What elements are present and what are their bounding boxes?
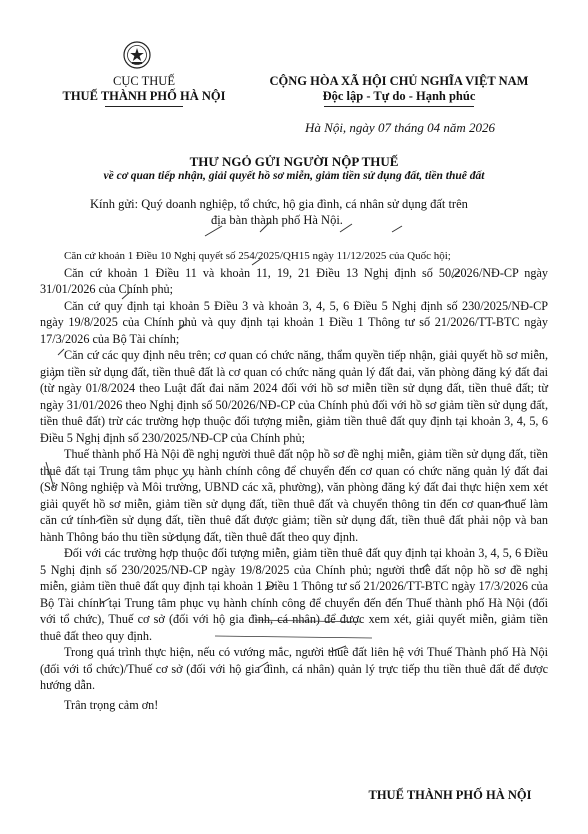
paragraph-authority: Căn cứ các quy định nêu trên; cơ quan có chức năng, thẩm quyền tiếp nhận, giải quyết hồ sơ miễn, giảm tiền sử dụng đất, tiền thuê đất là cơ quan có chức năng quản lý đất đai, văn phòng đăng ký đất đai (từ ngày 01/8/2024 theo Luật đất đai năm 2024 đối với hồ sơ miễn tiền sử dụng đất, tiền thuê đất; từ ngày 31/01/2026 theo Nghị định số 50/2026/NĐ-CP của Chính phủ đối với hồ sơ giảm tiền sử dụng đất, tiền thuê đất) trừ các trường hợp thuộc đối tượng miễn, giảm tiền thuê đất quy định tại khoản 3, 4, 5, 6 Điều 5 Nghị định số 230/2025/NĐ-CP của Chính phủ; — [40, 348, 548, 445]
paragraph-legal-basis-3: Căn cứ quy định tại khoản 5 Điều 3 và khoản 3, 4, 5, 6 Điều 5 Nghị định số 230/2025/NĐ-CP ngày 19/8/2025 của Chính phủ và quy định tại khoản 1 Điều 1 Thông tư số 21/2026/TT-BTC ngày 17/3/2026 của Bộ Tài chính; — [40, 298, 548, 346]
agency-name: THUẾ THÀNH PHỐ HÀ NỘI — [62, 89, 226, 103]
paragraph-legal-basis-1: Căn cứ khoản 1 Điều 10 Nghị quyết số 254/2025/QH15 ngày 11/12/2025 của Quốc hội; — [64, 250, 451, 262]
document-subtitle: về cơ quan tiếp nhận, giải quyết hồ sơ miễn, giảm tiền sử dụng đất, tiền thuê đất — [103, 170, 485, 182]
agency-underline — [105, 106, 183, 107]
document-date: Hà Nội, ngày 07 tháng 04 năm 2026 — [305, 120, 495, 135]
letter-body — [40, 248, 548, 713]
nation-name: CỘNG HÒA XÃ HỘI CHỦ NGHĨA VIỆT NAM — [269, 74, 529, 88]
salutation — [90, 196, 530, 228]
closing-line: Trân trọng cảm ơn! — [64, 697, 159, 712]
salutation-line-1: Kính gửi: Quý doanh nghiệp, tổ chức, hộ gia đình, cá nhân sử dụng đất trên — [90, 197, 468, 211]
signer-block: THUẾ THÀNH PHỐ HÀ NỘI — [368, 788, 532, 802]
paragraph-exemption-cases: Đối với các trường hợp thuộc đối tượng miễn, giảm tiền thuê đất quy định tại khoản 3, 4, 5, 6 Điều 5 Nghị định số 230/2025/NĐ-CP ngày 19/8/2025 của Chính phủ; người thuê đất nộp hồ sơ đề nghị miễn, giảm tiền thuê đất quy định tại khoản 1 Điều 1 Thông tư số 21/2026/TT-BTC ngày 17/3/2026 của Bộ Tài chính tại Trung tâm phục vụ hành chính công để chuyển đến đến Thuế thành phố Hà Nội (đối với tổ chức), Thuế cơ sở (đối với hộ gia đình, cá nhân) để được xem xét, giải quyết miễn, giảm tiền thuê đất theo quy định. — [40, 546, 548, 643]
paragraph-contact: Trong quá trình thực hiện, nếu có vướng mắc, người thuê đất liên hệ với Thuế Thành phố Hà Nội (đối với tổ chức)/Thuế cơ sở (đối với hộ gia đình, cá nhân) quản lý trực tiếp thu tiền thuê đất để được hướng dẫn. — [40, 645, 548, 692]
nation-motto: Độc lập - Tự do - Hạnh phúc — [322, 89, 476, 103]
paragraph-legal-basis-2: Căn cứ khoản 1 Điều 11 và khoản 11, 19, 21 Điều 13 Nghị định số 50/2026/NĐ-CP ngày 31/01/2026 của Chính phủ; — [40, 265, 548, 296]
salutation-line-2: địa bàn thành phố Hà Nội. — [211, 213, 343, 227]
paragraph-request: Thuế thành phố Hà Nội đề nghị người thuê đất nộp hồ sơ đề nghị miễn, giảm tiền sử dụng đất, tiền thuê đất tại Trung tâm phục vụ hành chính công để chuyển đến cơ quan có chức năng quản lý đất đai (Sở Nông nghiệp và Môi trường, UBND các xã, phường), văn phòng đăng ký đất đai thực hiện xem xét giải quyết hồ sơ miễn, giảm tiền sử dụng đất, tiền thuê đất và chuyển thông tin đến cơ quan thuế làm căn cứ tính tiền sử dụng đất, tiền thuê đất được giảm; tiền sử dụng đất, tiền thuê đất phải nộp và ban hành Thông báo thu tiền sử dụng đất, tiền thuê đất theo quy định. — [40, 447, 548, 544]
issuing-agency — [60, 74, 228, 107]
motto-underline — [324, 106, 474, 107]
national-emblem-icon — [123, 41, 151, 69]
document-title: THƯ NGỎ GỬI NGƯỜI NỘP THUẾ — [189, 154, 399, 169]
national-heading — [244, 74, 554, 107]
agency-parent: CỤC THUẾ — [113, 74, 175, 88]
